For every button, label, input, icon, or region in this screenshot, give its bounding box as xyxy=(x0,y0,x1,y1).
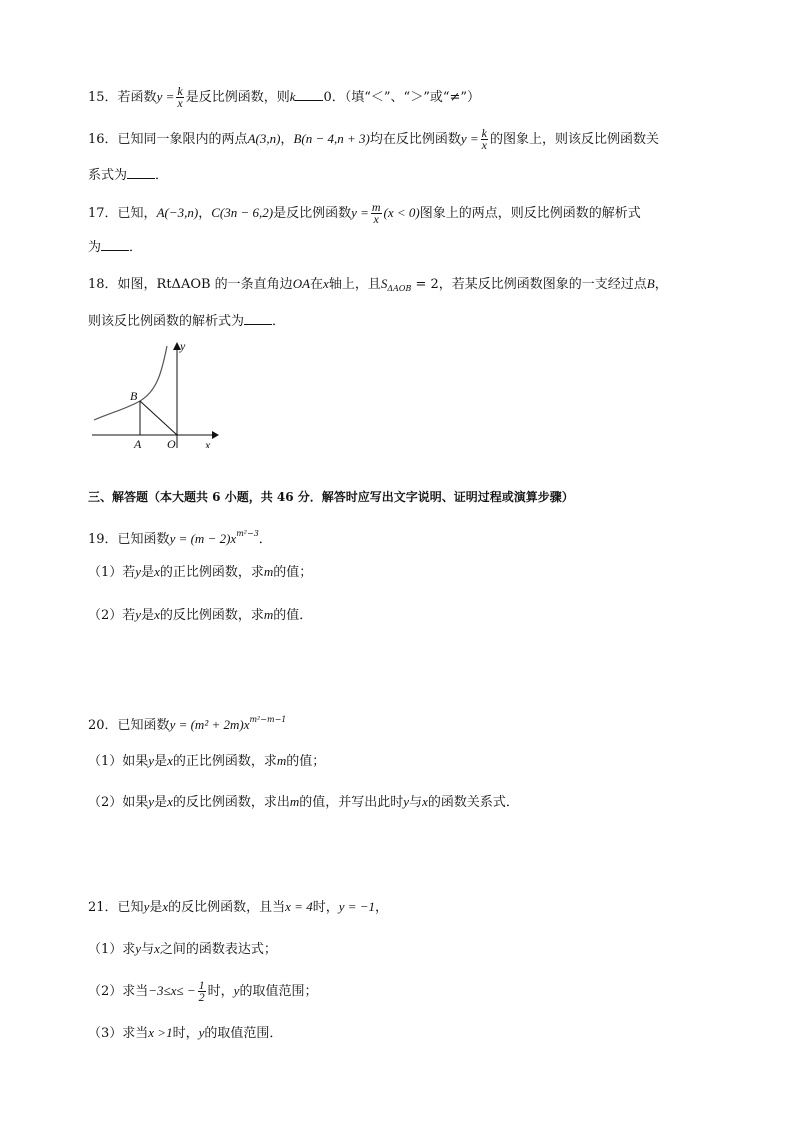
math-condition: (x < 0) xyxy=(383,205,420,220)
text: 0．（填“＜”、“＞”或“≠”） xyxy=(323,90,481,105)
text: （1）如果 xyxy=(88,754,149,769)
math-var: x xyxy=(323,276,329,291)
exponent: m²−m−1 xyxy=(249,715,287,724)
text: 是 xyxy=(141,565,155,580)
math-expr: y = xyxy=(156,89,175,104)
denominator: 2 xyxy=(198,990,205,1004)
denominator: x xyxy=(481,138,487,152)
text: ． xyxy=(272,314,286,329)
text: （2）若 xyxy=(88,608,136,623)
text: 若函数 xyxy=(117,90,157,105)
text: 的值，并写出此时 xyxy=(299,795,404,810)
text: 的反比例函数，且当 xyxy=(168,900,286,915)
math-point: A(−3,n) xyxy=(156,205,199,220)
text: 是反比例函数，则 xyxy=(185,90,290,105)
answer-blank[interactable] xyxy=(101,238,129,251)
text: 如图，RtΔAOB 的一条直角边 xyxy=(117,277,293,292)
math-var: x xyxy=(422,794,428,809)
math-expr: y = (m² + 2m)x xyxy=(169,717,250,732)
text: 是 xyxy=(154,795,168,810)
section-heading: 三、解答题（本大题共 6 小题，共 46 分．解答时应写出文字说明、证明过程或演算步骤） xyxy=(88,490,574,504)
text: ， xyxy=(280,132,294,147)
text: 的值； xyxy=(273,565,313,580)
text: 是 xyxy=(141,608,155,623)
text: （1）若 xyxy=(88,565,136,580)
question-number: 16． xyxy=(88,132,118,147)
math-leq-symbol: ≤ xyxy=(163,983,171,998)
text: 已知同一象限内的两点 xyxy=(117,132,248,147)
math-var: y xyxy=(135,564,142,579)
math-var: S xyxy=(380,276,388,291)
question-16-cont xyxy=(88,166,168,186)
text: 的取值范围； xyxy=(239,984,318,999)
math-var: OA xyxy=(292,276,311,291)
text: 的正比例函数，求 xyxy=(172,754,277,769)
text: 的取值范围． xyxy=(204,1026,283,1041)
denominator: x xyxy=(373,212,379,226)
numerator: k xyxy=(481,126,487,140)
text: ． xyxy=(155,168,169,183)
denominator: x xyxy=(177,96,183,110)
question-19-part-1 xyxy=(88,562,312,583)
text: 系式为 xyxy=(88,168,128,183)
question-19-part-2 xyxy=(88,605,312,626)
math-var: x xyxy=(167,753,173,768)
math-var: y xyxy=(148,753,155,768)
answer-blank[interactable] xyxy=(127,166,155,179)
math-var: x xyxy=(167,794,173,809)
text: ， xyxy=(198,206,212,221)
math-var: y xyxy=(403,794,410,809)
answer-blank[interactable] xyxy=(244,312,272,325)
question-17-cont xyxy=(88,238,142,258)
math-var: y xyxy=(233,983,240,998)
question-number: 18． xyxy=(88,277,118,292)
subscript: ΔAOB xyxy=(387,284,412,293)
math-var: x xyxy=(154,564,160,579)
text: 是反比例函数 xyxy=(273,206,352,221)
question-number: 17． xyxy=(88,206,118,221)
question-number: 20． xyxy=(88,718,118,733)
math-expr: y = −1 xyxy=(338,899,376,914)
text: 轴上，且 xyxy=(328,277,381,292)
text: 的反比例函数，求 xyxy=(159,608,264,623)
text: 已知 xyxy=(117,900,144,915)
text: = 2，若某反比例函数图象的一支经过点 xyxy=(411,277,647,292)
text: 是 xyxy=(149,900,163,915)
label-y: y xyxy=(180,339,186,353)
exponent: m²−3 xyxy=(236,529,259,538)
label-B: B xyxy=(130,389,138,403)
question-21-part-2 xyxy=(88,980,317,1003)
question-18-cont xyxy=(88,312,285,332)
numerator: k xyxy=(177,84,183,98)
segment-BO xyxy=(140,401,177,435)
text: 与 xyxy=(141,942,155,957)
text: 时， xyxy=(172,1026,199,1041)
question-20-part-1 xyxy=(88,751,325,772)
math-var: B xyxy=(646,276,655,291)
math-point: B(n − 4,n + 3) xyxy=(293,131,370,146)
math-var: y xyxy=(135,607,142,622)
math-var: x xyxy=(154,607,160,622)
question-21 xyxy=(88,897,388,918)
math-var: y xyxy=(135,941,142,956)
math-var: m xyxy=(263,564,274,579)
question-15 xyxy=(88,86,480,109)
coordinate-figure xyxy=(88,338,228,448)
math-var: x xyxy=(170,983,177,998)
label-O: O xyxy=(167,437,176,448)
text: 已知， xyxy=(117,206,157,221)
label-A: A xyxy=(134,437,142,448)
numerator: 1 xyxy=(198,978,205,992)
text: ， xyxy=(654,277,668,292)
answer-blank[interactable] xyxy=(295,88,323,101)
text: 在 xyxy=(310,277,324,292)
text: （2）求当 xyxy=(88,984,149,999)
text: 图象上的两点，则反比例函数的解析式 xyxy=(419,206,641,221)
numerator: m xyxy=(371,200,381,214)
math-point: A(3,n) xyxy=(247,131,281,146)
text: 之间的函数表达式； xyxy=(159,942,277,957)
text: 的图象上，则该反比例函数关 xyxy=(489,132,659,147)
math-var: m xyxy=(289,794,300,809)
math-var: m xyxy=(276,753,287,768)
question-21-part-3 xyxy=(88,1023,282,1044)
text: 的值； xyxy=(286,754,326,769)
text: 的正比例函数，求 xyxy=(159,565,264,580)
math-expr: ≤ − xyxy=(176,983,196,998)
math-var: y xyxy=(148,794,155,809)
math-expr: −3 xyxy=(148,983,164,998)
text: 均在反比例函数 xyxy=(369,132,461,147)
question-18 xyxy=(88,274,668,299)
math-var: y xyxy=(143,899,150,914)
text: 与 xyxy=(409,795,423,810)
math-var: y xyxy=(198,1025,205,1040)
fraction xyxy=(198,980,206,1003)
fraction xyxy=(481,128,488,151)
math-var: m xyxy=(263,607,274,622)
text: （2）如果 xyxy=(88,795,149,810)
fraction xyxy=(371,202,382,225)
text: 时， xyxy=(312,900,339,915)
label-x: x xyxy=(205,438,211,448)
hyperbola-curve xyxy=(94,346,167,420)
math-point: C(3n − 6,2) xyxy=(211,205,274,220)
question-20-part-2 xyxy=(88,792,519,813)
math-expr: y = xyxy=(460,131,479,146)
text: （3）求当 xyxy=(88,1026,149,1041)
question-number: 21． xyxy=(88,900,118,915)
question-16 xyxy=(88,128,659,151)
question-number: 19． xyxy=(88,532,118,547)
question-17 xyxy=(88,202,641,225)
math-var: x xyxy=(162,899,169,914)
text: 已知函数 xyxy=(117,718,170,733)
math-expr: y = (m − 2)x xyxy=(169,531,237,546)
math-var: x xyxy=(154,941,160,956)
question-21-part-1 xyxy=(88,939,277,960)
text: 的反比例函数，求出 xyxy=(172,795,290,810)
question-number: 15． xyxy=(88,90,118,105)
text: 的值． xyxy=(273,608,313,623)
text: ． xyxy=(129,240,143,255)
text: 则该反比例函数的解析式为 xyxy=(88,314,245,329)
text: ． xyxy=(258,532,272,547)
math-var: k xyxy=(289,89,296,104)
question-19 xyxy=(88,524,272,550)
text: 为 xyxy=(88,240,102,255)
question-20 xyxy=(88,710,286,736)
text: 时， xyxy=(207,984,234,999)
fraction xyxy=(176,86,183,109)
text: ， xyxy=(375,900,389,915)
math-expr: x = 4 xyxy=(285,899,313,914)
text: 的函数关系式． xyxy=(427,795,519,810)
x-axis-arrow xyxy=(212,431,219,439)
math-expr: y = xyxy=(351,205,369,220)
text: 是 xyxy=(154,754,168,769)
text: 已知函数 xyxy=(117,532,170,547)
math-expr: x >1 xyxy=(148,1025,173,1040)
text: （1）求 xyxy=(88,942,136,957)
